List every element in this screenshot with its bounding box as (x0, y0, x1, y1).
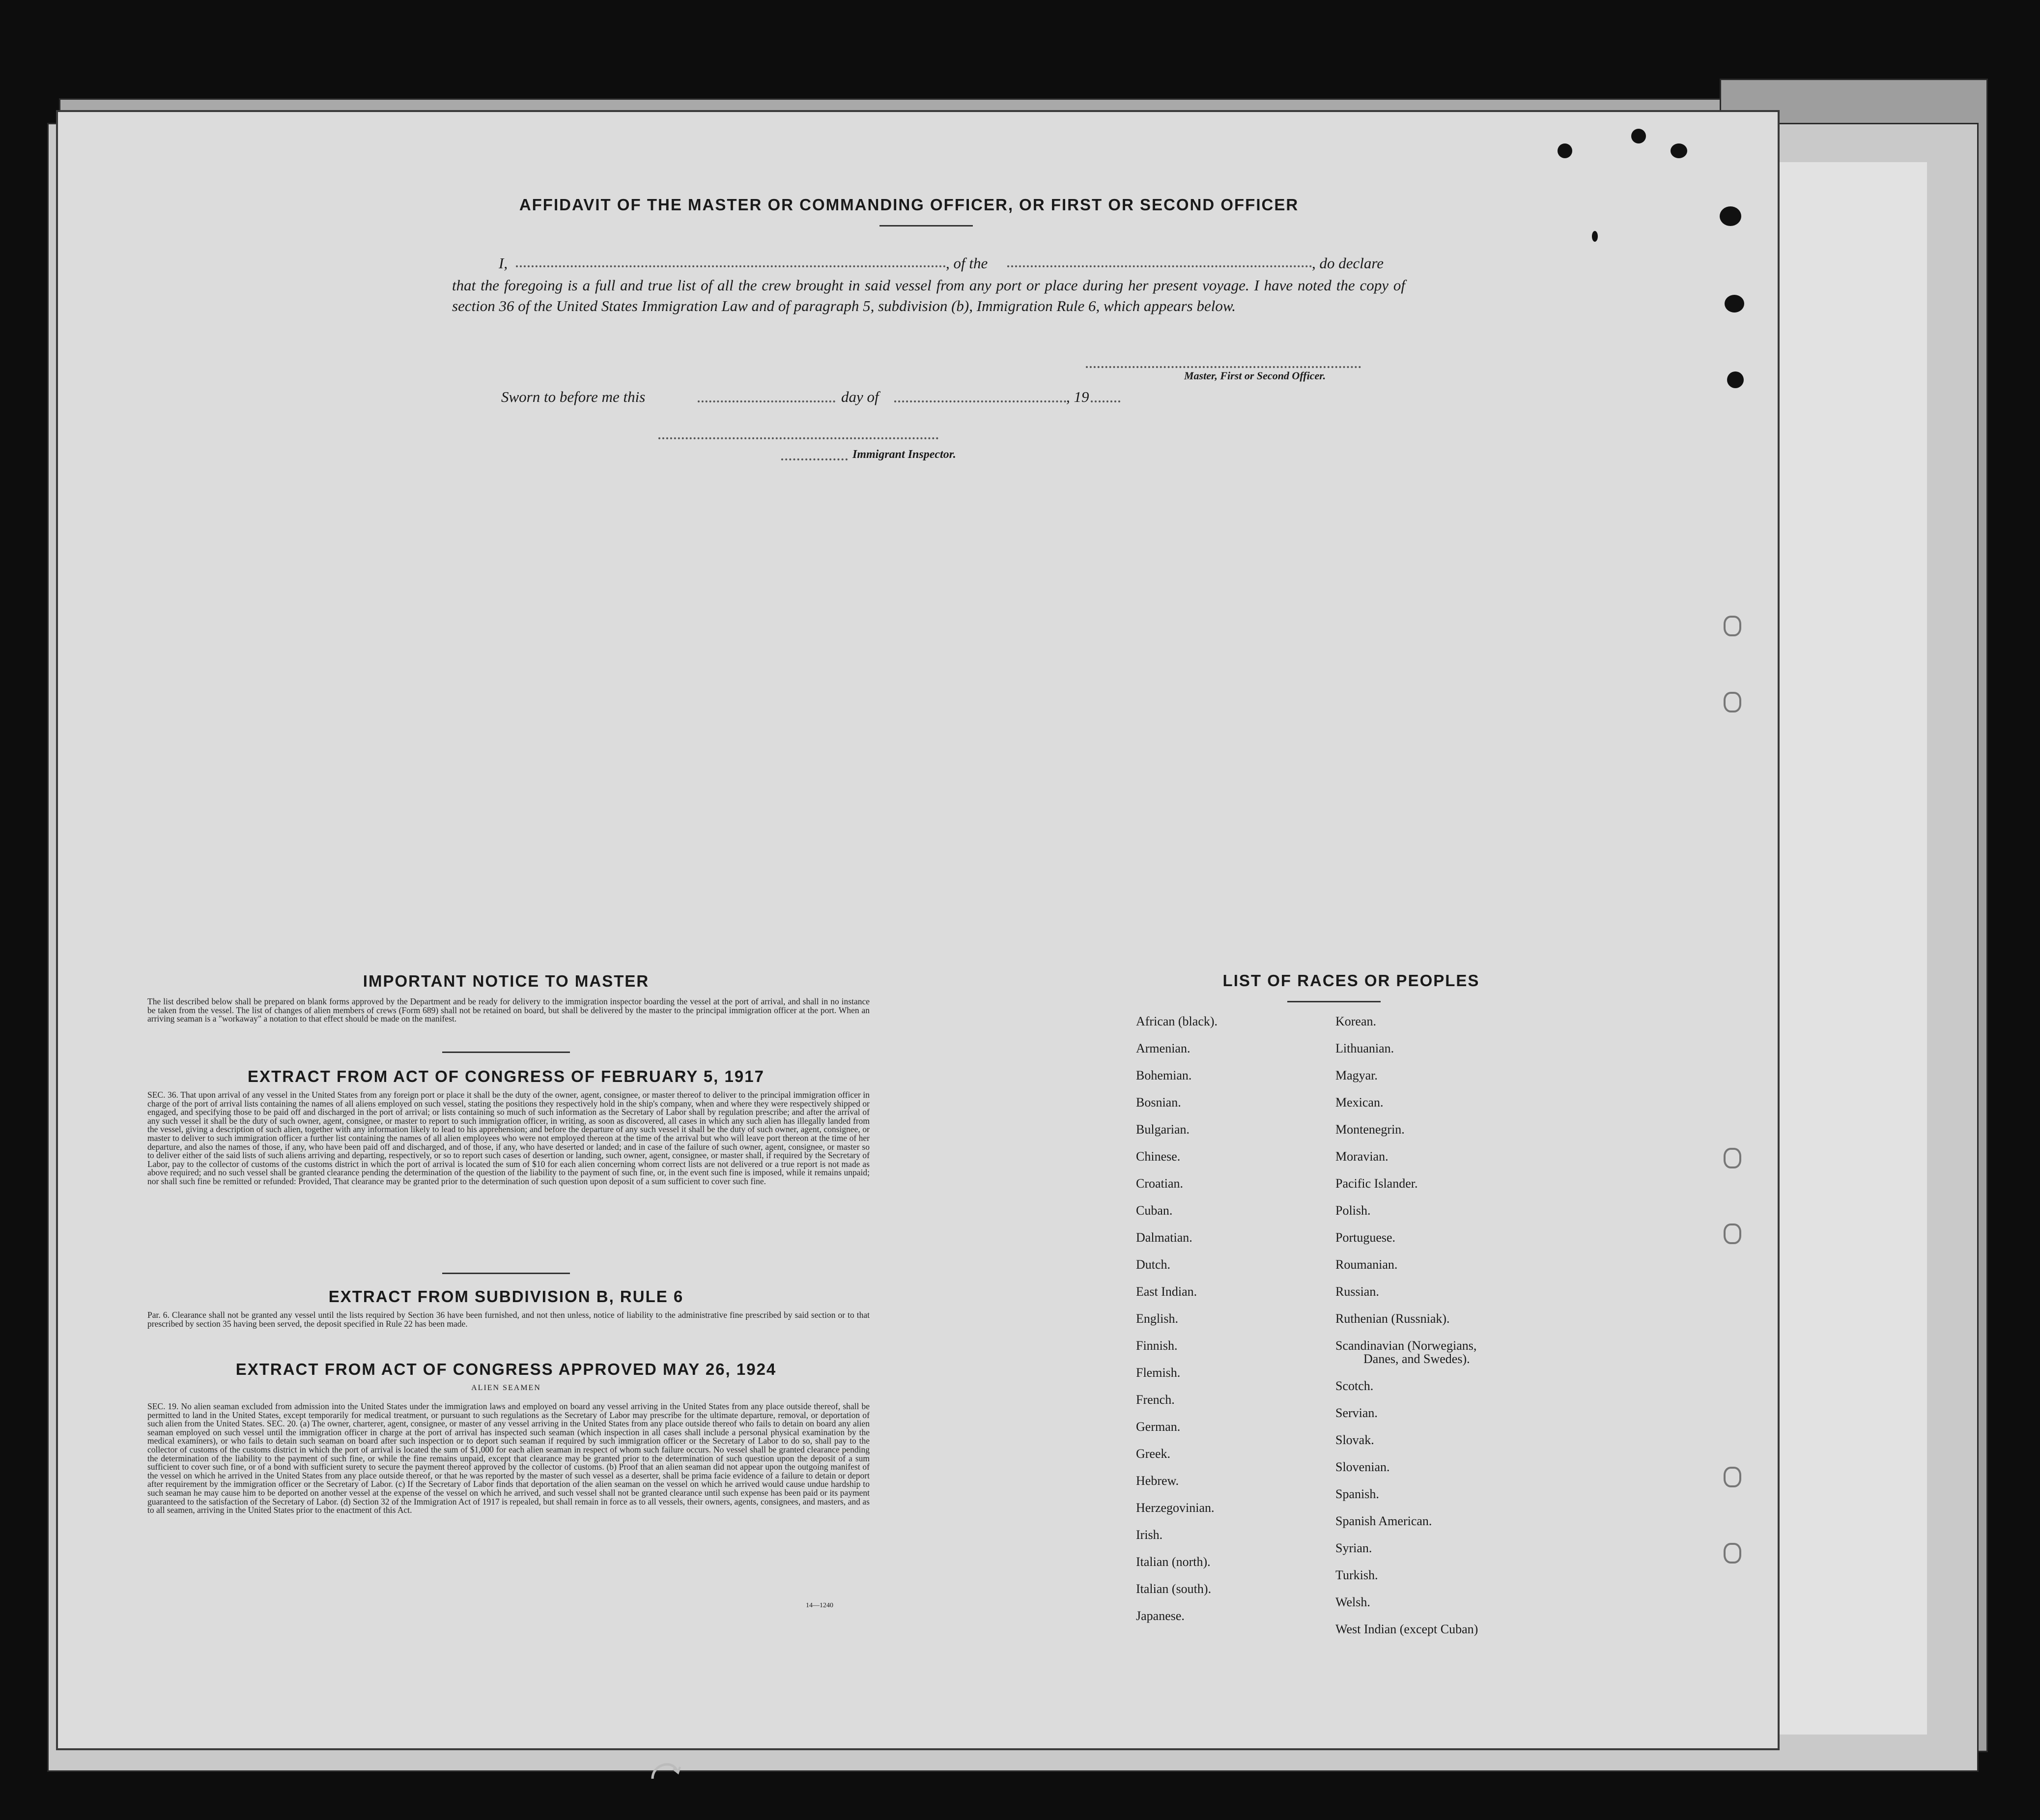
extract-1917-title: EXTRACT FROM ACT OF CONGRESS OF FEBRUARY 5, 1917 (248, 1067, 765, 1085)
extract-1924-subtitle: ALIEN SEAMEN (471, 1384, 541, 1392)
notice-text: The list described below shall be prepared on blank forms approved by the Department and be ready for delivery to the immigration inspector boarding the vessel at the port of arrival, and shall in no instance be taken from the vessel. The list of changes of alien members of crews (Form 689) shall not be retained on board, but shall be delivered by the master to the principal immigration officer at the port. When an arriving seaman is a "workaway" a notation to that effect should be made on the manifest. (147, 996, 870, 1024)
inspector-prefix-dots (781, 458, 848, 460)
title-rule (879, 225, 973, 227)
race-item: Croatian. (1136, 1176, 1184, 1191)
race-item: Korean. (1335, 1014, 1377, 1028)
races-title-rule (1287, 1001, 1381, 1002)
race-item: Ruthenian (Russniak). (1335, 1311, 1450, 1326)
punch-hole (1592, 231, 1598, 242)
affidavit-paragraph: that the foregoing is a full and true list of all the crew brought in said vessel from any port or place during her present voyage. I have noted the copy of section 36 of the United States Immigration Law and of paragraph 5, subdivision (b), Immigration Rule 6, which appears below. (452, 277, 1405, 314)
extract-1924-title: EXTRACT FROM ACT OF CONGRESS APPROVED MAY 26, 1924 (235, 1360, 777, 1378)
race-item: Russian. (1335, 1284, 1379, 1299)
sworn-day-blank (698, 400, 835, 402)
race-item: Armenian. (1136, 1041, 1190, 1055)
sworn-label: Sworn to before me this (501, 388, 646, 405)
race-item: Servian. (1335, 1406, 1378, 1420)
punch-hole (1671, 143, 1687, 158)
race-item: Slovenian. (1335, 1460, 1390, 1474)
race-item: Irish. (1136, 1528, 1163, 1542)
affidavit-title: AFFIDAVIT OF THE MASTER OR COMMANDING OFFICER, OR FIRST OR SECOND OFFICER (519, 196, 1299, 214)
ring-hole (1724, 692, 1741, 712)
race-item: Italian (south). (1136, 1582, 1212, 1596)
race-item: Bohemian. (1136, 1068, 1192, 1082)
races-title: LIST OF RACES OR PEOPLES (1222, 971, 1480, 990)
ring-hole (1724, 1467, 1741, 1487)
race-item: West Indian (except Cuban) (1335, 1622, 1478, 1636)
punch-hole (1631, 129, 1646, 143)
race-item: Welsh. (1335, 1595, 1370, 1609)
race-item: Dalmatian. (1136, 1230, 1192, 1245)
race-item: Chinese. (1136, 1149, 1181, 1164)
month-blank (894, 400, 1066, 402)
race-item: Herzegovinian. (1136, 1501, 1215, 1515)
divider (442, 1273, 570, 1274)
race-item: Spanish American. (1335, 1514, 1432, 1528)
race-item: Mexican. (1335, 1095, 1384, 1109)
race-item: Spanish. (1335, 1487, 1379, 1501)
race-item: Bosnian. (1136, 1095, 1181, 1109)
punch-hole (1720, 206, 1741, 226)
punch-hole (1725, 295, 1744, 313)
year-label: , 19 (1066, 388, 1089, 405)
race-item: German. (1136, 1420, 1181, 1434)
race-item: Greek. (1136, 1447, 1171, 1461)
race-item: Lithuanian. (1335, 1041, 1394, 1055)
race-item: Syrian. (1335, 1541, 1372, 1555)
punch-hole (1727, 371, 1744, 388)
extract-rule6-text: Par. 6. Clearance shall not be granted any vessel until the lists required by Section 36 have been furnished, and not then unless, notice of liability to the administrative fine prescribed by said section or to that prescribed by section 35 having been served, the deposit specified in Rule 22 has been made. (147, 1310, 870, 1329)
race-item: Danes, and Swedes). (1363, 1352, 1470, 1366)
race-item: Polish. (1335, 1203, 1371, 1218)
race-item: Italian (north). (1136, 1555, 1211, 1569)
divider (442, 1052, 570, 1053)
master-signature-label: Master, First or Second Officer. (1184, 370, 1326, 382)
race-item: Dutch. (1136, 1257, 1171, 1272)
race-item: Turkish. (1335, 1568, 1378, 1582)
extract-rule6-title: EXTRACT FROM SUBDIVISION B, RULE 6 (328, 1287, 684, 1306)
extract-1917-text: SEC. 36. That upon arrival of any vessel in the United States from any foreign port or place it shall be the duty of the owner, agent, consignee, or master thereof to deliver to the principal immigration officer in charge of the port of arrival lists containing the names of all aliens employed on such vessel, stating the positions they respectively hold in the ship's company, when and where they were respectively shipped or engaged, and specifying those to be paid off and discharged in the port of arrival; or lists containing so much of such information as the Secretary of Labor shall by regulation prescribe; and after the arrival of any such vessel it shall be the duty of such owner, agent, consignee, or master to report to such immigration officer, in writing, as soon as discovered, all cases in which any such alien has illegally landed from the vessel, giving a description of such alien, together with any information likely to lead to his apprehension; and before the departure of any such vessel it shall be the duty of such owner, agent, consignee, or master to deliver to such immigration officer a further list containing the names of all alien employees who were not employed thereon at the time of the arrival but who will leave port thereon at the time of her departure, and also the names of those, if any, who have been paid off and discharged, and of those, if any, who have deserted or landed; and in case of the failure of such owner, agent, consignee, or master so to deliver either of the said lists of such aliens arriving and departing, respectively, or so to report such cases of desertion or landing, such owner, agent, consignee, or master shall, if required by the Secretary of Labor, pay to the collector of customs of the customs district in which the port of arrival is located the sum of $10 for each alien concerning whom correct lists are not delivered or a true report is not made as above required; and no such vessel shall be granted clearance pending the determination of the question of the liability to the payment of such fine, or, in the event such fine is imposed, while it remains unpaid; nor shall such fine be remitted or refunded: Provided, That clearance may be granted prior to the determination of such question upon deposit of a sum sufficient to cover such fine. (147, 1090, 870, 1186)
race-item: English. (1136, 1311, 1178, 1326)
race-item: Scotch. (1335, 1379, 1374, 1393)
race-item: Moravian. (1335, 1149, 1388, 1164)
punch-hole (1558, 143, 1572, 158)
binding-ring-icon (649, 1754, 683, 1784)
race-item: Montenegrin. (1335, 1122, 1405, 1137)
race-item: Japanese. (1136, 1609, 1185, 1623)
race-item: Roumanian. (1335, 1257, 1398, 1272)
inspector-signature-line (658, 437, 938, 439)
day-of-label: day of (841, 388, 879, 405)
affidavit-declare: , do declare (1312, 255, 1384, 272)
affidavit-of-the: , of the (946, 255, 988, 272)
name-blank (516, 265, 946, 267)
race-item: Slovak. (1335, 1433, 1374, 1447)
race-item: Scandinavian (Norwegians, (1335, 1338, 1477, 1353)
race-item: Flemish. (1136, 1365, 1181, 1380)
binding-strip (1778, 162, 1927, 1735)
extract-1924-text: SEC. 19. No alien seaman excluded from admission into the United States under the immigration laws and employed on board any vessel arriving in the United States from any place outside thereof, shall be permitted to land in the United States, except temporarily for medical treatment, or pursuant to such regulations as the Secretary of Labor may prescribe for the ultimate departure, removal, or deportation of such alien from the United States. SEC. 20. (a) The owner, charterer, agent, consignee, or master of any vessel arriving in the United States from any place outside thereof who fails to detain on board any alien seaman employed on such vessel until the immigration officer in charge at the port of arrival has inspected such seaman (which inspection in all cases shall include a personal physical examination by the medical examiners), or who fails to detain such seaman on board after such inspection or to deport such seaman if required by such immigration officer or the Secretary of Labor to do so, shall pay to the collector of customs of the customs district in which the port of arrival is located the sum of $1,000 for each alien seaman in respect of whom such failure occurs. No vessel shall be granted clearance pending the determination of the liability to the payment of such fine, or while the fine remains unpaid, except that clearance may be granted prior to the determination of such question upon the deposit of a sum sufficient to cover such fine, or of a bond with sufficient surety to secure the payment thereof approved by the collector of customs. (b) Proof that an alien seaman did not appear upon the outgoing manifest of the vessel on which he arrived in the United States from any place outside thereof, or that he was reported by the master of such vessel as a deserter, shall be prima facie evidence of a failure to detain or deport after requirement by the immigration officer or the Secretary of Labor. (c) If the Secretary of Labor finds that deportation of the alien seaman on the vessel on which he arrived would cause undue hardship to such seaman he may cause him to be deported on another vessel at the expense of the vessel on which he arrived, and such vessel shall not be granted clearance until such expense has been paid or its payment guaranteed to the satisfaction of the Secretary of Labor. (d) Section 32 of the Immigration Act of 1917 is repealed, but shall remain in force as to all vessels, their owners, agents, consignees, and masters, and as to all seamen, arriving in the United States prior to the enactment of this Act. (147, 1401, 870, 1515)
inspector-signature-label: Immigrant Inspector. (852, 448, 956, 461)
race-item: Hebrew. (1136, 1474, 1179, 1488)
affidavit-i: I, (499, 255, 508, 272)
ring-hole (1724, 1543, 1741, 1564)
vessel-blank (1007, 265, 1312, 267)
year-blank (1091, 400, 1120, 402)
race-item: French. (1136, 1393, 1175, 1407)
ring-hole (1724, 616, 1741, 636)
race-item: Magyar. (1335, 1068, 1378, 1082)
race-item: East Indian. (1136, 1284, 1197, 1299)
race-item: African (black). (1136, 1014, 1218, 1028)
ring-hole (1724, 1223, 1741, 1244)
race-item: Bulgarian. (1136, 1122, 1190, 1137)
notice-title: IMPORTANT NOTICE TO MASTER (363, 972, 650, 990)
race-item: Finnish. (1136, 1338, 1178, 1353)
race-item: Portuguese. (1335, 1230, 1396, 1245)
form-number: 14—1240 (806, 1602, 833, 1609)
ring-hole (1724, 1148, 1741, 1168)
race-item: Pacific Islander. (1335, 1176, 1418, 1191)
race-item: Cuban. (1136, 1203, 1173, 1218)
master-signature-line (1086, 366, 1361, 368)
